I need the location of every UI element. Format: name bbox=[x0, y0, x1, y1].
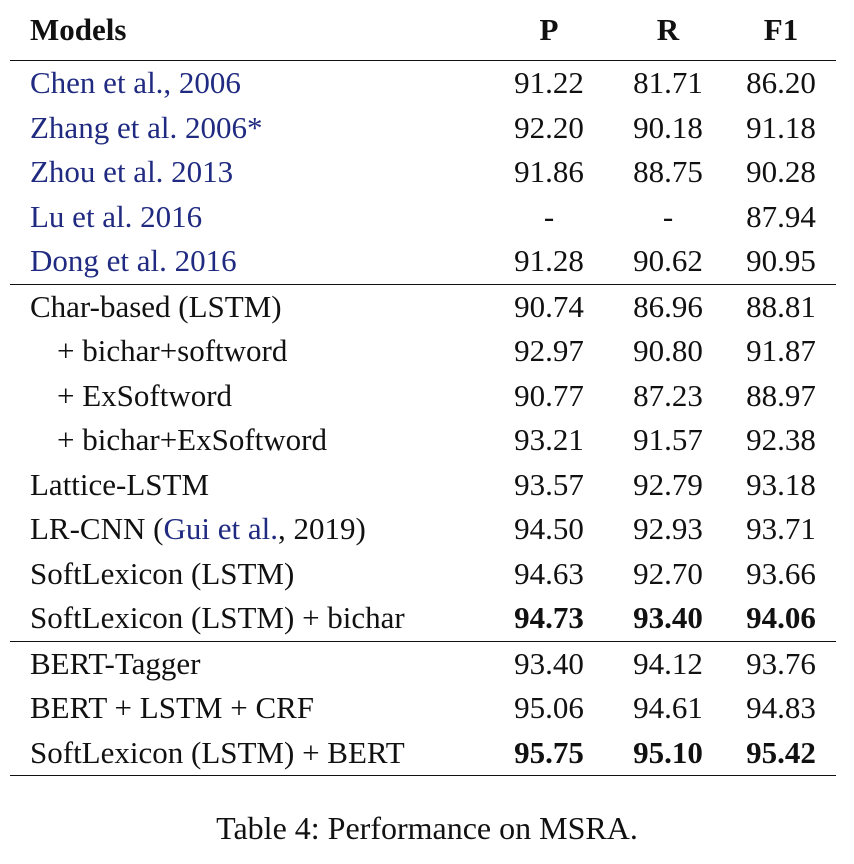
precision-cell: 91.86 bbox=[514, 154, 584, 189]
citation-link[interactable]: Zhang et al. 2006* bbox=[30, 109, 263, 145]
citation-link[interactable]: Lu et al. 2016 bbox=[30, 198, 203, 234]
recall-cell: 81.71 bbox=[610, 61, 726, 106]
table-row bbox=[10, 195, 836, 240]
recall-cell: 88.75 bbox=[633, 154, 703, 189]
model-name-text: SoftLexicon (LSTM) + BERT bbox=[30, 734, 405, 770]
model-name-cell bbox=[10, 150, 488, 195]
model-name-text: + bichar+ExSoftword bbox=[57, 422, 327, 457]
header-recall: R bbox=[610, 0, 726, 61]
table-row bbox=[10, 374, 836, 419]
header-precision: P bbox=[488, 0, 610, 61]
table-row bbox=[10, 596, 836, 641]
table-row bbox=[10, 329, 836, 374]
precision-cell: 95.06 bbox=[514, 690, 584, 725]
table-row bbox=[10, 552, 836, 597]
citation-link[interactable]: Zhou et al. 2013 bbox=[30, 154, 234, 189]
recall-cell: 92.70 bbox=[633, 555, 703, 591]
f1-cell: 93.76 bbox=[726, 641, 836, 686]
model-name-cell bbox=[10, 418, 488, 463]
precision-cell: 93.40 bbox=[488, 641, 610, 686]
f1-cell: 91.18 bbox=[746, 109, 816, 145]
precision-cell: 91.28 bbox=[514, 243, 584, 278]
f1-cell: 92.38 bbox=[746, 422, 816, 457]
precision-cell: 93.57 bbox=[514, 466, 584, 502]
precision-cell: 92.20 bbox=[514, 109, 584, 145]
table-body bbox=[10, 61, 836, 776]
f1-cell: 90.95 bbox=[746, 243, 816, 278]
table-row bbox=[10, 106, 836, 151]
citation-link[interactable]: Chen et al., 2006 bbox=[30, 65, 241, 100]
f1-cell: 94.06 bbox=[746, 600, 816, 635]
precision-cell: 93.21 bbox=[514, 422, 584, 457]
f1-cell: 91.87 bbox=[746, 333, 816, 368]
recall-cell: 95.10 bbox=[610, 731, 726, 776]
precision-cell: 91.22 bbox=[488, 61, 610, 106]
recall-cell: 92.93 bbox=[633, 511, 703, 546]
model-name-text: SoftLexicon (LSTM) bbox=[30, 555, 295, 591]
recall-cell: 86.96 bbox=[610, 284, 726, 329]
model-name-text: Char-based (LSTM) bbox=[30, 288, 282, 324]
model-name-cell bbox=[10, 195, 488, 240]
table-caption: Table 4: Performance on MSRA. bbox=[216, 810, 638, 846]
table-row bbox=[10, 507, 836, 552]
table-row bbox=[10, 463, 836, 508]
header-models: Models bbox=[10, 0, 488, 61]
table-header-row bbox=[10, 0, 836, 61]
recall-cell: 90.80 bbox=[633, 333, 703, 368]
model-name-cell bbox=[10, 686, 488, 731]
recall-cell: 93.40 bbox=[633, 600, 703, 635]
model-name-cell bbox=[10, 463, 488, 508]
model-name-text: + bichar+softword bbox=[57, 333, 288, 368]
f1-cell: 88.81 bbox=[726, 284, 836, 329]
table-row bbox=[10, 686, 836, 731]
recall-cell: 91.57 bbox=[633, 422, 703, 457]
model-name-cell bbox=[10, 552, 488, 597]
precision-cell: 90.74 bbox=[488, 284, 610, 329]
precision-cell: - bbox=[543, 198, 555, 234]
precision-cell: 94.63 bbox=[514, 555, 584, 591]
table-row bbox=[10, 150, 836, 195]
recall-cell: 94.12 bbox=[610, 641, 726, 686]
precision-cell: 90.77 bbox=[514, 377, 584, 413]
model-name-text: BERT + LSTM + CRF bbox=[30, 690, 315, 725]
model-name-text: + ExSoftword bbox=[57, 377, 233, 413]
f1-cell: 93.18 bbox=[746, 466, 816, 502]
model-name-text: , 2019) bbox=[277, 511, 366, 546]
f1-cell: 86.20 bbox=[726, 61, 836, 106]
f1-cell: 87.94 bbox=[746, 198, 816, 234]
table-row bbox=[10, 641, 836, 686]
recall-cell: - bbox=[662, 198, 674, 234]
table-row bbox=[10, 61, 836, 106]
model-name-cell bbox=[10, 329, 488, 374]
header-f1: F1 bbox=[726, 0, 836, 61]
precision-cell: 95.75 bbox=[488, 731, 610, 776]
model-name-text: BERT-Tagger bbox=[30, 645, 201, 681]
model-name-cell bbox=[10, 641, 488, 686]
f1-cell: 93.66 bbox=[746, 555, 816, 591]
citation-link[interactable]: Dong et al. 2016 bbox=[30, 243, 237, 278]
results-table bbox=[10, 0, 836, 776]
recall-cell: 92.79 bbox=[633, 466, 703, 502]
f1-cell: 94.83 bbox=[746, 690, 816, 725]
table-row bbox=[10, 284, 836, 329]
model-name-cell bbox=[10, 284, 488, 329]
precision-cell: 92.97 bbox=[514, 333, 584, 368]
model-name-cell bbox=[10, 731, 488, 776]
citation-link[interactable]: Gui et al. bbox=[163, 511, 278, 546]
model-name-cell bbox=[10, 507, 488, 552]
table-row bbox=[10, 239, 836, 284]
recall-cell: 90.62 bbox=[633, 243, 703, 278]
f1-cell: 90.28 bbox=[746, 154, 816, 189]
model-name-cell bbox=[10, 239, 488, 284]
f1-cell: 95.42 bbox=[726, 731, 836, 776]
precision-cell: 94.73 bbox=[514, 600, 584, 635]
table-row bbox=[10, 731, 836, 776]
model-name-cell bbox=[10, 61, 488, 106]
results-table-container bbox=[10, 0, 836, 776]
recall-cell: 87.23 bbox=[633, 377, 703, 413]
f1-cell: 88.97 bbox=[746, 377, 816, 413]
model-name-cell bbox=[10, 596, 488, 641]
model-name-cell bbox=[10, 106, 488, 151]
recall-cell: 94.61 bbox=[633, 690, 703, 725]
table-row bbox=[10, 418, 836, 463]
model-name-cell bbox=[10, 374, 488, 419]
f1-cell: 93.71 bbox=[746, 511, 816, 546]
model-name-text: LR-CNN ( bbox=[30, 511, 164, 546]
precision-cell: 94.50 bbox=[514, 511, 584, 546]
model-name-text: Lattice-LSTM bbox=[30, 466, 210, 502]
model-name-text: SoftLexicon (LSTM) + bichar bbox=[30, 600, 405, 635]
recall-cell: 90.18 bbox=[633, 109, 703, 145]
